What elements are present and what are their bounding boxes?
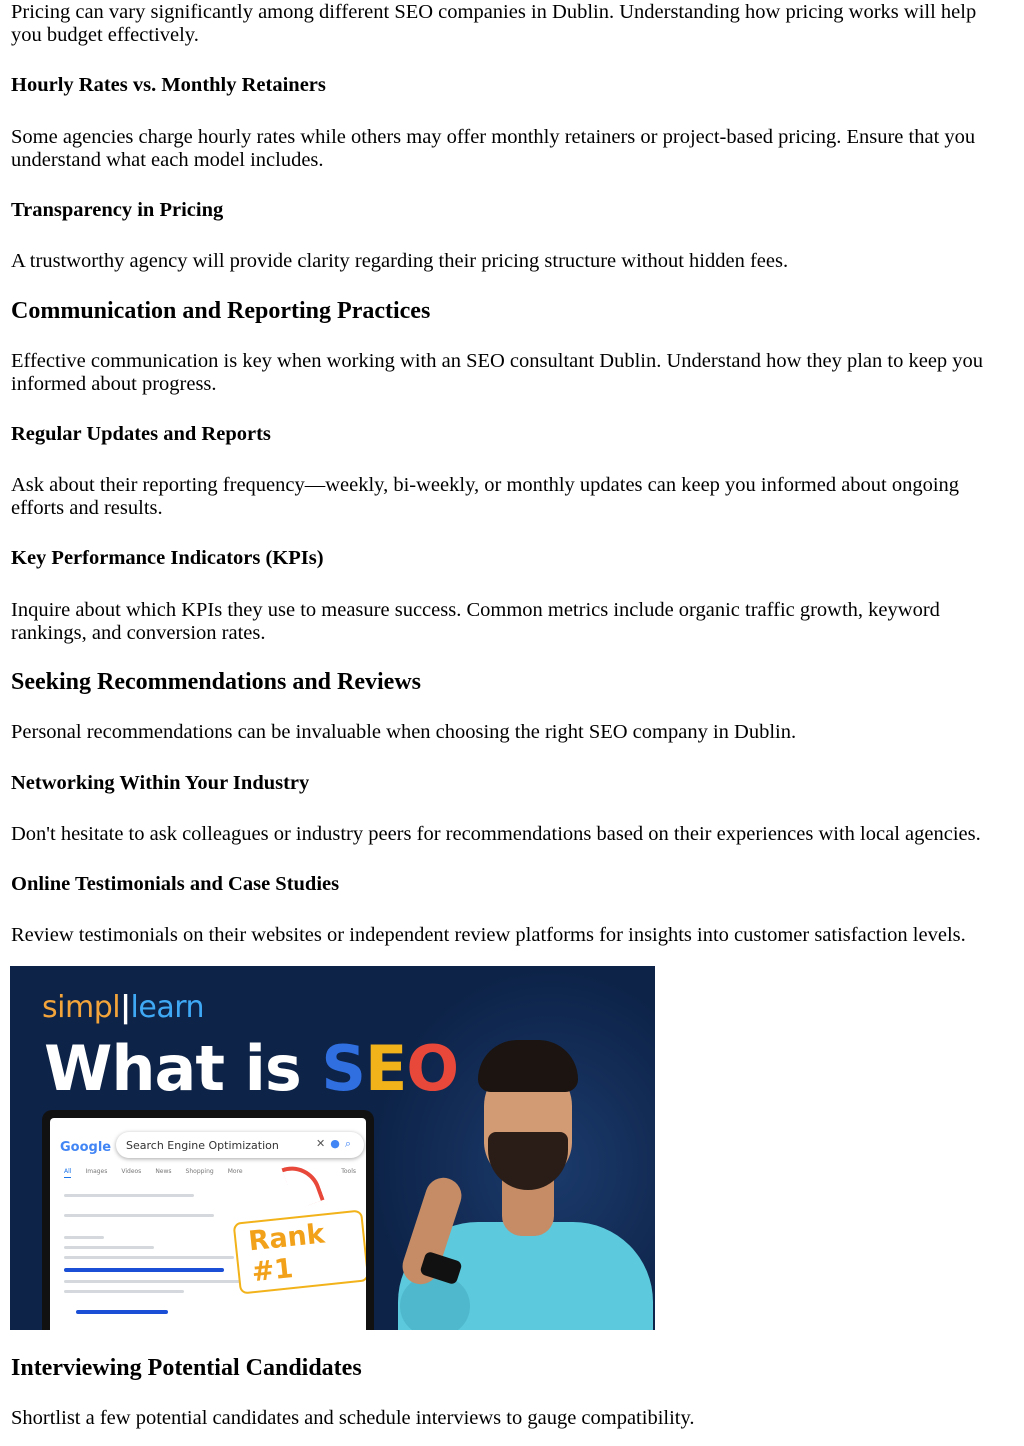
search-results-screen [50, 1118, 366, 1330]
paragraph: Effective communication is key when working with an SEO consultant Dublin. Understand how they plan to keep you informed about progress. [11, 350, 984, 395]
headline-letter-s: S [321, 1032, 365, 1105]
search-tab: Shopping [185, 1168, 214, 1175]
subheading: Key Performance Indicators (KPIs) [11, 547, 324, 569]
headline-letter-e: E [364, 1032, 407, 1105]
paragraph: Shortlist a few potential candidates and schedule interviews to gauge compatibility. [11, 1407, 695, 1429]
presenter-beard [488, 1132, 568, 1190]
result-text-line [64, 1194, 194, 1197]
search-bar-icons [316, 1137, 356, 1151]
logo-text: Google [60, 1140, 112, 1155]
result-link-line [64, 1268, 224, 1272]
result-text-line [64, 1236, 104, 1239]
paragraph: Don't hesitate to ask colleagues or industry peers for recommendations based on their experiences with local agencies. [11, 823, 981, 845]
paragraph: Some agencies charge hourly rates while others may offer monthly retainers or project-based pricing. Ensure that you understand what each model includes. [11, 126, 976, 171]
headline-prefix: What is [44, 1032, 322, 1105]
subheading: Transparency in Pricing [11, 199, 224, 221]
search-tab: Images [85, 1168, 108, 1175]
search-tab: More [227, 1168, 243, 1175]
paragraph: Personal recommendations can be invaluable when choosing the right SEO company in Dublin. [11, 721, 797, 743]
search-bar [116, 1132, 364, 1158]
result-text-line [64, 1290, 184, 1293]
result-text-line [64, 1214, 214, 1217]
subheading: Hourly Rates vs. Monthly Retainers [11, 74, 326, 96]
search-query: Search Engine Optimization [126, 1138, 279, 1152]
subheading: Regular Updates and Reports [11, 423, 271, 445]
section-heading: Communication and Reporting Practices [11, 298, 431, 324]
section-heading: Interviewing Potential Candidates [11, 1355, 362, 1381]
subheading: Online Testimonials and Case Studies [11, 873, 340, 895]
search-tab: All [64, 1168, 71, 1178]
paragraph: Pricing can vary significantly among different SEO companies in Dublin. Understanding how pricing works will help you budget effectively. [11, 1, 977, 46]
rank-badge: Rank #1 [233, 1209, 366, 1294]
result-text-line [64, 1256, 234, 1259]
brand-logo [42, 990, 204, 1025]
presenter-hair [478, 1040, 578, 1092]
brand-logo-tail: learn [130, 990, 205, 1025]
paragraph: Review testimonials on their websites or independent review platforms for insights into customer satisfaction levels. [11, 924, 966, 946]
search-icon: ⌕ [344, 1137, 356, 1150]
result-text-line [64, 1246, 154, 1249]
section-heading: Seeking Recommendations and Reviews [11, 669, 422, 695]
pointer-arrow [281, 1158, 324, 1210]
paragraph: A trustworthy agency will provide clarity regarding their pricing structure without hidden fees. [11, 250, 789, 272]
paragraph: Inquire about which KPIs they use to measure success. Common metrics include organic traffic growth, keyword rankings, and conversion rates. [11, 599, 940, 644]
brand-logo-separator: | [120, 990, 131, 1025]
seo-video-thumbnail [10, 966, 655, 1330]
search-tab: News [155, 1168, 172, 1175]
presenter-sleeve [400, 1276, 470, 1330]
clear-icon: ✕ [316, 1137, 331, 1150]
presenter-figure [390, 1026, 655, 1330]
result-link-line [76, 1310, 168, 1314]
search-engine-logo [60, 1140, 111, 1155]
search-tab: Tools [341, 1168, 356, 1175]
headline-letter-o: O [406, 1032, 459, 1105]
laptop-mockup [42, 1110, 374, 1330]
search-tab: Videos [121, 1168, 142, 1175]
paragraph: Ask about their reporting frequency—weekly, bi-weekly, or monthly updates can keep you informed about ongoing efforts and results. [11, 474, 960, 519]
subheading: Networking Within Your Industry [11, 772, 310, 794]
mic-icon: ● [330, 1137, 345, 1150]
brand-logo-head: simpl [42, 990, 121, 1025]
